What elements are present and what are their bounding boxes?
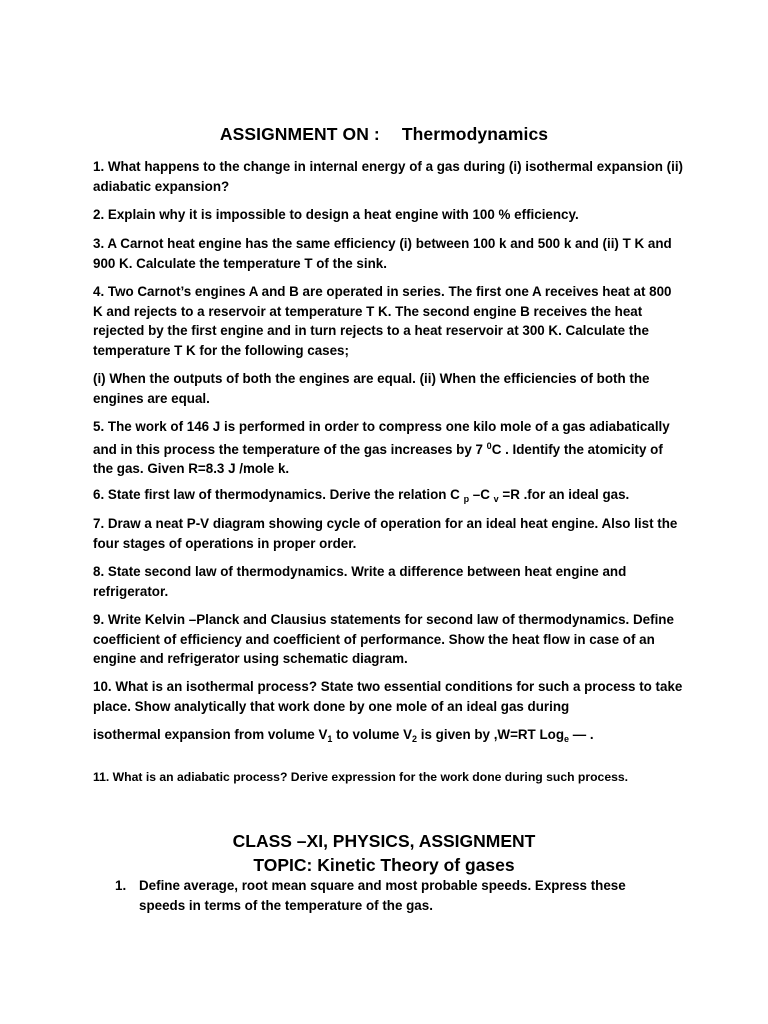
question-9: 9. Write Kelvin –Planck and Clausius statements for second law of thermodynamics. Define coefficient of efficiency and coefficient of performance. Show the heat flow in case of an engine and refrigerator using schematic diagram. (93, 612, 674, 666)
question-10-text-c: is given by ,W=RT Log (417, 727, 564, 742)
question-10-text-b: to volume V (332, 727, 413, 742)
question-6-text-a: 6. State first law of thermodynamics. Derive the relation C (93, 487, 464, 502)
section-topic: TOPIC: Kinetic Theory of gases (253, 855, 515, 875)
question-5-text-b: C . Identify the atomicity of the gas. Given R=8.3 J /mole k. (93, 441, 663, 476)
question-7: 7. Draw a neat P-V diagram showing cycle of operation for an ideal heat engine. Also list the four stages of operations in proper order. (93, 516, 678, 551)
question-10-sub-2: 2 (412, 734, 418, 744)
list-item-text: Define average, root mean square and most probable speeds. Express these speeds in terms of the temperature of the gas. (139, 878, 626, 913)
question-6-text-c: =R .for an ideal gas. (498, 487, 630, 502)
question-10-formula (93, 725, 683, 750)
question-6 (93, 485, 683, 510)
question-6-sub-p: p (463, 494, 470, 504)
title-subject: Thermodynamics (401, 124, 549, 144)
question-3: 3. A Carnot heat engine has the same efficiency (i) between 100 k and 500 k and (ii) T K and 900 K. Calculate the temperature T of the sink. (93, 236, 672, 271)
question-6-text-b: –C (469, 487, 494, 502)
question-10: 10. What is an isothermal process? State two essential conditions for such a process to take place. Show analytically that work done by one mole of an ideal gas during (93, 679, 683, 714)
question-2: 2. Explain why it is impossible to design a heat engine with 100 % efficiency. (93, 207, 579, 222)
list-item-number: 1. (115, 878, 127, 893)
question-6-sub-v: v (493, 494, 499, 504)
question-10-sub-1: 1 (327, 734, 333, 744)
question-5-text-a: 5. The work of 146 J is performed in order to compress one kilo mole of a gas adiabatically and in this process the temperature of the gas increases by 7 (93, 419, 670, 457)
question-4-cases: (i) When the outputs of both the engines are equal. (ii) When the efficiencies of both the engines are equal. (93, 371, 650, 406)
question-10-text-a: isothermal expansion from volume V (93, 727, 328, 742)
question-10-sub-e: e (564, 734, 570, 744)
question-5 (93, 417, 683, 479)
question-4: 4. Two Carnot’s engines A and B are operated in series. The first one A receives heat at 800 K and rejects to a reservoir at temperature T K. The second engine B receives the heat rejected by the first engine and in turn rejects to a heat reservoir at 300 K. Calculate the temperature T K for the following cases; (93, 284, 672, 358)
list-item (115, 876, 675, 916)
question-1: 1. What happens to the change in internal energy of a gas during (i) isothermal expansion (ii) adiabatic expansion? (93, 159, 684, 194)
section-heading: CLASS –XI, PHYSICS, ASSIGNMENT (232, 831, 536, 851)
question-8: 8. State second law of thermodynamics. Write a difference between heat engine and refrigerator. (93, 564, 627, 599)
title-prefix: ASSIGNMENT ON : (219, 124, 380, 144)
assignment-title (0, 124, 768, 145)
question-5-degree: 0 (486, 440, 492, 451)
question-10-text-d: — . (569, 727, 594, 742)
question-11: 11. What is an adiabatic process? Derive expression for the work done during such process. (93, 770, 629, 784)
